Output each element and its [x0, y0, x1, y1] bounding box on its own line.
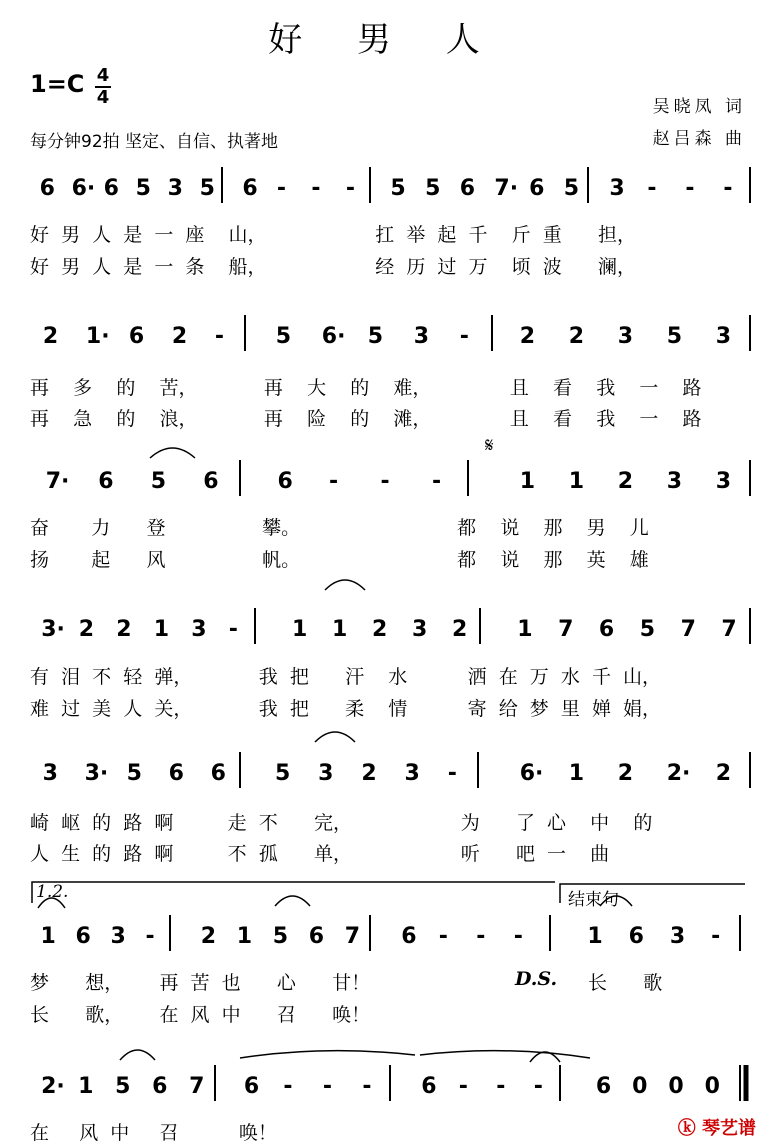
- note: 1·: [85, 324, 110, 349]
- note: 6: [277, 469, 293, 494]
- note: 2·: [41, 1074, 65, 1099]
- tie-arc: [240, 1051, 415, 1058]
- segno-sign: 𝄋: [485, 433, 494, 457]
- note: 2: [200, 924, 217, 949]
- note: 6: [401, 924, 417, 949]
- note: -: [685, 176, 695, 201]
- note: 0: [632, 1074, 648, 1099]
- note: 2: [171, 324, 188, 349]
- tie-arc: [315, 732, 355, 742]
- volta-label: 1.2.: [36, 882, 69, 902]
- note: -: [723, 176, 733, 201]
- lyric-line: 扬 起 风 帆。 都 说 那 英 雄: [30, 549, 649, 571]
- site-logo: [678, 1114, 756, 1140]
- note: -: [496, 1074, 506, 1099]
- note: 2: [617, 761, 634, 786]
- note: 5: [425, 176, 441, 201]
- note: 5: [666, 324, 683, 349]
- note: 6: [39, 176, 55, 201]
- note: 6: [628, 924, 644, 949]
- logo-text: 琴艺谱: [702, 1118, 756, 1139]
- note: 5: [367, 324, 384, 349]
- note: 6: [308, 924, 325, 949]
- note: 6: [529, 176, 545, 201]
- note: 5: [275, 324, 292, 349]
- note: 5: [563, 176, 580, 201]
- note: 3: [167, 176, 183, 201]
- note: 3·: [41, 617, 65, 642]
- note: 6: [152, 1074, 168, 1099]
- note: 3: [715, 324, 732, 349]
- note: -: [214, 324, 225, 349]
- note: 2·: [666, 761, 691, 786]
- note: 1: [568, 469, 585, 494]
- lyric-line: 长 歌， 在 风 中 召 唤！: [30, 1004, 371, 1026]
- time-top: 4: [96, 65, 110, 86]
- tie-arc: [150, 448, 195, 458]
- note: -: [458, 1074, 468, 1099]
- note: 2: [568, 324, 585, 349]
- note: -: [145, 924, 155, 949]
- time-bottom: 4: [96, 87, 110, 108]
- lyric-line: 再 多 的 苦， 再 大 的 难， 且 看 我 一 路: [30, 377, 702, 399]
- note: 6·: [321, 324, 346, 349]
- note: 5: [639, 617, 656, 642]
- note: 5: [390, 176, 406, 201]
- note: 2: [42, 324, 59, 349]
- note: -: [276, 176, 286, 201]
- note: 6: [203, 469, 219, 494]
- note: 3: [110, 924, 126, 949]
- composer-credit: 赵吕森 曲: [652, 129, 746, 149]
- note: 2: [78, 617, 95, 642]
- note: 3: [669, 924, 686, 949]
- tie-arc: [120, 1050, 155, 1060]
- note: -: [322, 1074, 332, 1099]
- note: -: [228, 617, 238, 642]
- note: 7: [558, 617, 574, 642]
- note: 3: [609, 176, 625, 201]
- note: 6: [242, 176, 258, 201]
- note: -: [476, 924, 486, 949]
- note: 3: [191, 617, 207, 642]
- note: 6: [210, 761, 226, 786]
- lyric-line: 长 歌: [588, 972, 663, 994]
- note: 6: [459, 176, 476, 201]
- note: -: [380, 469, 390, 494]
- note: 0: [668, 1074, 684, 1099]
- lyricist-credit: 吴晓凤 词: [652, 97, 746, 117]
- note: -: [431, 469, 442, 494]
- note: 6: [103, 176, 119, 201]
- key-label: 1=C: [30, 70, 85, 98]
- note: 6: [598, 617, 615, 642]
- note: 2: [617, 469, 634, 494]
- lyric-line: 再 急 的 浪， 再 险 的 滩， 且 看 我 一 路: [30, 408, 702, 430]
- note: 3: [42, 761, 58, 786]
- note: 5: [135, 176, 151, 201]
- note: -: [311, 176, 321, 201]
- note: 2: [361, 761, 377, 786]
- tie-arc: [420, 1051, 590, 1058]
- note: 1: [517, 617, 533, 642]
- volta-bracket: [32, 882, 555, 903]
- note: 2: [519, 324, 536, 349]
- lyric-line: 人 生 的 路 啊 不 孤 单， 听 吧 一 曲: [30, 843, 610, 865]
- note: -: [459, 324, 469, 349]
- note: 5: [274, 761, 291, 786]
- note: 1: [587, 924, 603, 949]
- note: 7: [680, 617, 696, 642]
- note: 3·: [84, 761, 109, 786]
- note: 3: [666, 469, 683, 494]
- note: 2: [715, 761, 732, 786]
- note: 2: [452, 617, 468, 642]
- note: 3: [617, 324, 634, 349]
- note: 3: [715, 469, 732, 494]
- note: 7·: [494, 176, 519, 201]
- note: -: [447, 761, 457, 786]
- note: -: [533, 1074, 543, 1099]
- note: 7·: [45, 469, 70, 494]
- note: 1: [40, 924, 56, 949]
- note: 1: [236, 924, 253, 949]
- note: -: [711, 924, 721, 949]
- note: -: [345, 176, 355, 201]
- note: 1: [78, 1074, 94, 1099]
- note: 3: [413, 324, 430, 349]
- logo-icon: ⓚ: [677, 1118, 696, 1139]
- note: -: [438, 924, 448, 949]
- note: 5: [115, 1074, 131, 1099]
- note: 5: [272, 924, 289, 949]
- note: 7: [344, 924, 361, 949]
- note: 3: [404, 761, 420, 786]
- note: 6: [75, 924, 91, 949]
- lyric-line: 崎 岖 的 路 啊 走 不 完， 为 了 心 中 的: [30, 812, 653, 834]
- tie-arc: [325, 580, 365, 590]
- note: 1: [568, 761, 585, 786]
- lyric-line: 难 过 美 人 关， 我 把 柔 情 寄 给 梦 里 婵 娟，: [30, 698, 662, 720]
- tie-arc: [275, 896, 310, 906]
- note: 6: [98, 469, 114, 494]
- note: 6: [168, 761, 184, 786]
- note: 1: [519, 469, 536, 494]
- lyric-line: 有 泪 不 轻 弹， 我 把 汗 水 洒 在 万 水 千 山，: [30, 666, 662, 688]
- note: 5: [150, 469, 167, 494]
- note: -: [283, 1074, 293, 1099]
- note: 5: [199, 176, 215, 201]
- note: 0: [704, 1074, 720, 1099]
- note: 6: [243, 1074, 260, 1099]
- lyric-line: 好 男 人 是 一 条 船， 经 历 过 万 顷 波 澜，: [30, 256, 636, 278]
- note: -: [362, 1074, 372, 1099]
- note: 7: [721, 617, 737, 642]
- ds-marking: D.S.: [515, 968, 558, 990]
- coda-label: 结束句: [568, 890, 619, 910]
- lyric-line: 在 风 中 召 唤！: [30, 1122, 277, 1144]
- lyric-line: 好 男 人 是 一 座 山， 扛 举 起 千 斤 重 担，: [30, 224, 636, 246]
- note: 1: [292, 617, 308, 642]
- note: 6·: [71, 176, 96, 201]
- song-title: 好 男 人: [268, 20, 502, 60]
- tempo-marking: 每分钟92拍 坚定、自信、执著地: [30, 132, 279, 152]
- note: 3: [318, 761, 334, 786]
- lyric-line: 梦 想， 再 苦 也 心 甘！: [30, 972, 371, 994]
- note: 6: [595, 1074, 612, 1099]
- note: 1: [153, 617, 170, 642]
- note: 1: [332, 617, 348, 642]
- note: 5: [126, 761, 142, 786]
- note: 7: [189, 1074, 205, 1099]
- note: 6·: [519, 761, 544, 786]
- note: 6: [128, 324, 145, 349]
- note: 6: [421, 1074, 437, 1099]
- note: 3: [412, 617, 428, 642]
- note: -: [647, 176, 657, 201]
- lyric-line: 奋 力 登 攀。 都 说 那 男 儿: [30, 517, 649, 539]
- note: -: [328, 469, 339, 494]
- note: 2: [116, 617, 132, 642]
- note: -: [513, 924, 523, 949]
- note: 2: [372, 617, 388, 642]
